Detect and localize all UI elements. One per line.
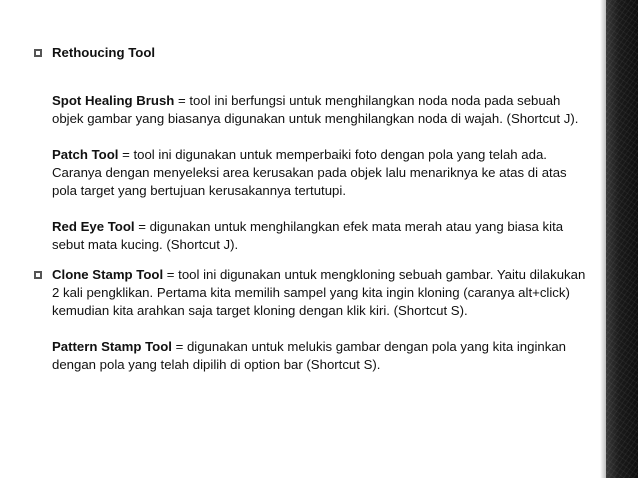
- slide-content: [34, 44, 594, 374]
- square-bullet-icon: [34, 49, 42, 57]
- section-heading: Rethoucing Tool: [52, 45, 156, 60]
- bullet-heading-row: [34, 44, 594, 62]
- pattern-stamp-text: = digunakan untuk melukis gambar dengan pola yang kita inginkan dengan pola yang telah dipilih di option bar (Shortcut S).: [52, 339, 566, 372]
- decorative-side-band: [606, 0, 638, 478]
- spot-healing-term: Spot Healing Brush: [52, 93, 175, 108]
- clone-stamp-row: [34, 266, 594, 320]
- clone-stamp-text: = tool ini digunakan untuk mengkloning sebuah gambar. Yaitu dilakukan 2 kali pengklikan. Pertama kita memilih sampel yang kita ingin kloning (caranya alt+click) kemudian kita arahkan saja target kloning dengan klik kiri. (Shortcut S).: [52, 267, 586, 318]
- red-eye-term: Red Eye Tool: [52, 219, 135, 234]
- clone-stamp-term: Clone Stamp Tool: [52, 267, 164, 282]
- clone-stamp-paragraph: [52, 266, 594, 320]
- red-eye-text: = digunakan untuk menghilangkan efek mata merah atau yang biasa kita sebut mata kucing. (Shortcut J).: [52, 219, 564, 252]
- pattern-stamp-paragraph: [34, 338, 594, 374]
- spot-healing-paragraph: [34, 92, 594, 128]
- patch-tool-term: Patch Tool: [52, 147, 119, 162]
- spot-healing-text: = tool ini berfungsi untuk menghilangkan noda noda pada sebuah objek gambar yang biasanya digunakan untuk menghilangkan noda di wajah. (Shortcut J).: [52, 93, 579, 126]
- red-eye-paragraph: [34, 218, 594, 254]
- pattern-stamp-term: Pattern Stamp Tool: [52, 339, 172, 354]
- patch-tool-paragraph: [34, 146, 594, 200]
- square-bullet-icon: [34, 271, 42, 279]
- patch-tool-text: = tool ini digunakan untuk memperbaiki foto dengan pola yang telah ada. Caranya dengan menyeleksi area kerusakan pada objek lalu menariknya ke atas di atas pola target yang bertujuan kerusakannya tertutupi.: [52, 147, 567, 198]
